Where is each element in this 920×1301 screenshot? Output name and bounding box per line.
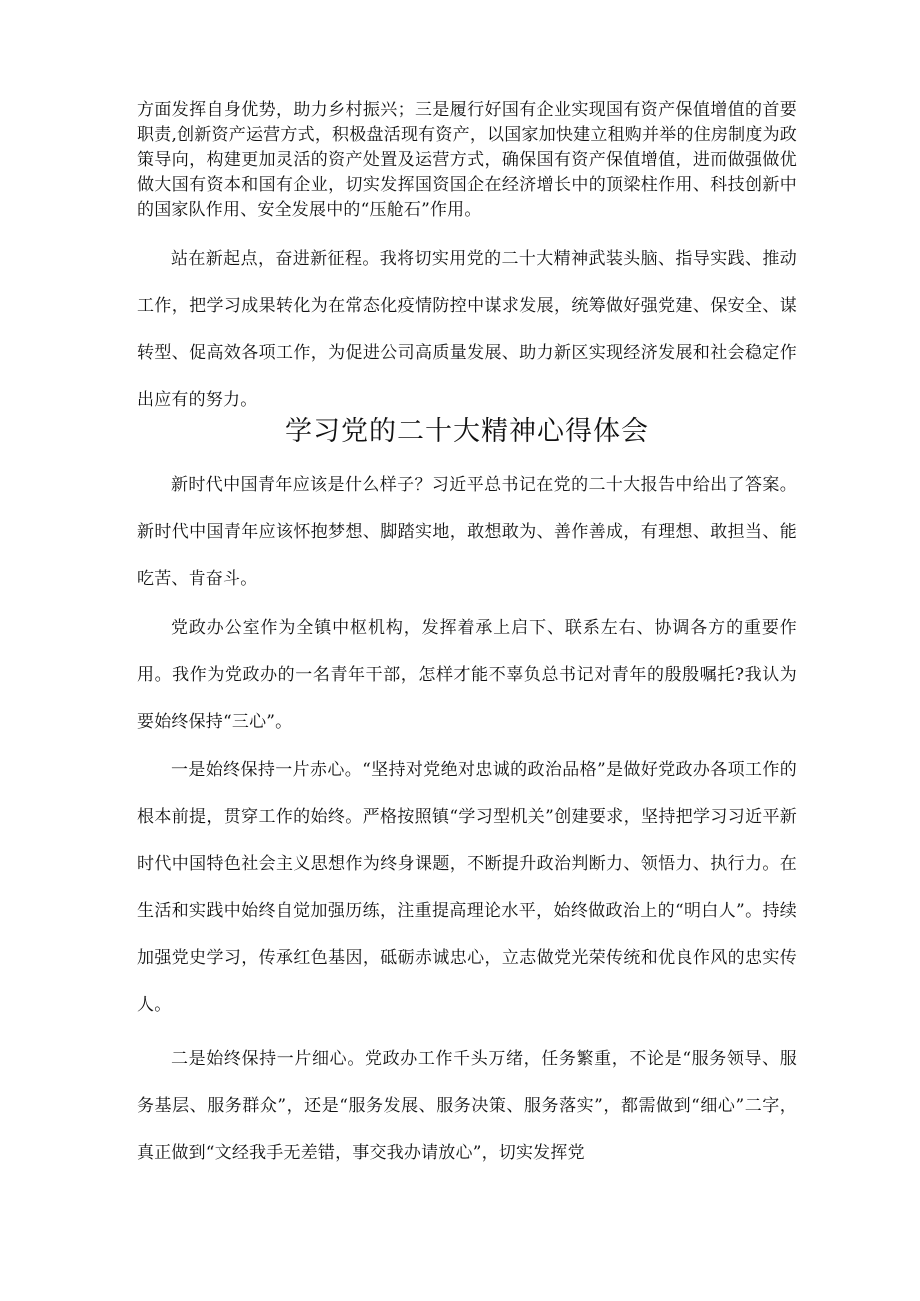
- body-paragraph-3: 一是始终保持一片赤心。“坚持对党绝对忠诚的政治品格”是做好党政办各项工作的根本前提，贯穿工作的始终。严格按照镇“学习型机关”创建要求，坚持把学习习近平新时代中国特色社会主义思想作为终身课题，不断提升政治判断力、领悟力、执行力。在生活和实践中始终自觉加强历练，注重提高理论水平，始终做政治上的“明白人”。持续加强党史学习，传承红色基因，砥砺赤诚忠心，立志做党光荣传统和优良作风的忠实传人。: [137, 760, 797, 1015]
- conclusion-paragraph: 站在新起点，奋进新征程。我将切实用党的二十大精神武装头脑、指导实践、推动工作，把学习成果转化为在常态化疫情防控中谋求发展，统筹做好强党建、保安全、谋转型、促高效各项工作，为促进公司高质量发展、助力新区实现经济发展和社会稳定作出应有的努力。: [137, 249, 797, 410]
- body-paragraph-4: 二是始终保持一片细心。党政办工作千头万绪，任务繁重，不论是“服务领导、服务基层、服务群众”，还是“服务发展、服务决策、服务落实”，都需做到“细心”二字，真正做到“文经我手无差错，事交我办请放心”，切实发挥党: [137, 1049, 797, 1163]
- continuation-paragraph: 方面发挥自身优势，助力乡村振兴；三是履行好国有企业实现国有资产保值增值的首要职责,创新资产运营方式，积极盘活现有资产，以国家加快建立租购并举的住房制度为政策导向，构建更加灵活的资产处置及运营方式，确保国有资产保值增值，进而做强做优做大国有资本和国有企业，切实发挥国资国企在经济增长中的顶梁柱作用、科技创新中的国家队作用、安全发展中的“压舱石”作用。: [137, 100, 797, 220]
- document-title: 学习党的二十大精神心得体会: [285, 416, 649, 447]
- body-paragraph-2: 党政办公室作为全镇中枢机构，发挥着承上启下、联系左右、协调各方的重要作用。我作为党政办的一名青年干部，怎样才能不辜负总书记对青年的殷殷嘱托?我认为要始终保持“三心”。: [137, 618, 797, 732]
- body-paragraph-1: 新时代中国青年应该是什么样子？习近平总书记在党的二十大报告中给出了答案。新时代中国青年应该怀抱梦想、脚踏实地，敢想敢为、善作善成，有理想、敢担当、能吃苦、肯奋斗。: [137, 475, 797, 589]
